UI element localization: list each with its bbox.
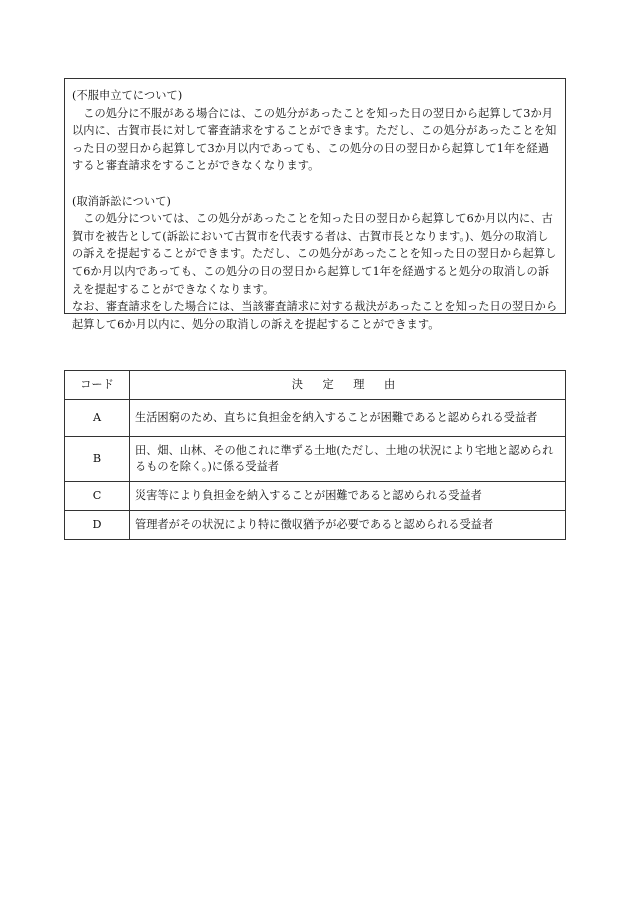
- row-reason: 生活困窮のため、直ちに負担金を納入することが困難であると認められる受益者: [130, 400, 566, 437]
- decision-reason-table: [64, 370, 566, 540]
- lawsuit-note: なお、審査請求をした場合には、当該審査請求に対する裁決があったことを知った日の翌日から起算して6か月以内に、処分の取消しの訴えを提起することができます。: [72, 300, 558, 331]
- row-reason: 管理者がその状況により特に徴収猶予が必要であると認められる受益者: [130, 511, 566, 540]
- row-code: D: [65, 511, 130, 540]
- row-code: C: [65, 482, 130, 511]
- row-code: A: [65, 400, 130, 437]
- lawsuit-heading: (取消訴訟について): [72, 194, 172, 208]
- legal-notice-box: [64, 78, 566, 331]
- table-row: [65, 400, 566, 437]
- table-row: [65, 511, 566, 540]
- table-row: [65, 482, 566, 511]
- row-code: B: [65, 437, 130, 482]
- header-reason: 決 定 理 由: [130, 371, 566, 400]
- table-header-row: [65, 371, 566, 400]
- appeal-heading: (不服申立てについて): [72, 89, 183, 102]
- header-code: コード: [65, 371, 130, 400]
- lawsuit-paragraph: この処分については、この処分があったことを知った日の翌日から起算して6か月以内に、古賀市を被告として(訴訟において古賀市を代表する者は、古賀市長となります。)、処分の取消しの訴えを提起することができます。ただし、この処分があったことを知った日の翌日から起算して6か月以内であっても、この処分の日の翌日から起算して1年を経過すると処分の取消しの訴えを提起することができなくなります。: [72, 212, 557, 296]
- appeal-paragraph: この処分に不服がある場合には、この処分があったことを知った日の翌日から起算して3か月以内に、古賀市長に対して審査請求をすることができます。ただし、この処分があったことを知った日の翌日から起算して3か月以内であっても、この処分の日の翌日から起算して1年を経過すると審査請求をすることができなくなります。: [72, 106, 557, 173]
- table-row: [65, 437, 566, 482]
- section-gap: [72, 175, 559, 193]
- row-reason: 災害等により負担金を納入することが困難であると認められる受益者: [130, 482, 566, 511]
- row-reason: 田、畑、山林、その他これに準ずる土地(ただし、土地の状況により宅地と認められるものを除く。)に係る受益者: [130, 437, 566, 482]
